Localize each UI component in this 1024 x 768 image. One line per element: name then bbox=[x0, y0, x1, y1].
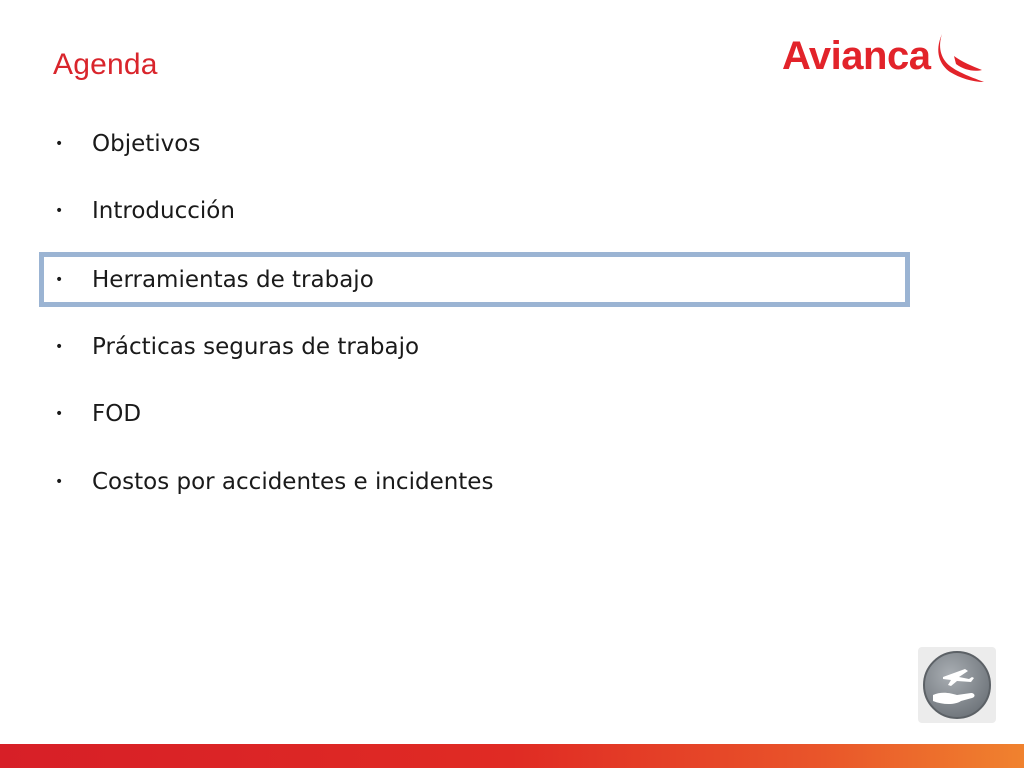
safety-badge bbox=[918, 647, 996, 723]
slide-title: Agenda bbox=[53, 48, 158, 81]
bird-icon bbox=[934, 32, 988, 84]
agenda-item-highlighted bbox=[44, 257, 905, 302]
hand-airplane-icon bbox=[921, 649, 993, 721]
bullet: • bbox=[55, 271, 64, 288]
footer-bar bbox=[0, 744, 1024, 768]
agenda-item-label: FOD bbox=[92, 401, 142, 427]
agenda-item bbox=[44, 460, 904, 504]
bullet: • bbox=[55, 136, 64, 152]
bullet: • bbox=[55, 474, 64, 490]
agenda-item bbox=[44, 325, 904, 369]
agenda-item-label: Objetivos bbox=[92, 131, 201, 157]
agenda-item-label: Prácticas seguras de trabajo bbox=[92, 334, 420, 360]
agenda-item bbox=[44, 392, 904, 436]
agenda-item-label: Costos por accidentes e incidentes bbox=[92, 469, 494, 495]
agenda-item bbox=[44, 189, 904, 233]
bullet: • bbox=[55, 406, 64, 422]
agenda-item bbox=[44, 122, 904, 166]
agenda-item-label: Herramientas de trabajo bbox=[92, 266, 374, 293]
bullet: • bbox=[55, 203, 64, 219]
agenda-item-label: Introducción bbox=[92, 198, 235, 224]
avianca-logo bbox=[778, 30, 988, 86]
logo-wordmark: Avianca bbox=[782, 34, 931, 78]
bullet: • bbox=[55, 339, 64, 355]
